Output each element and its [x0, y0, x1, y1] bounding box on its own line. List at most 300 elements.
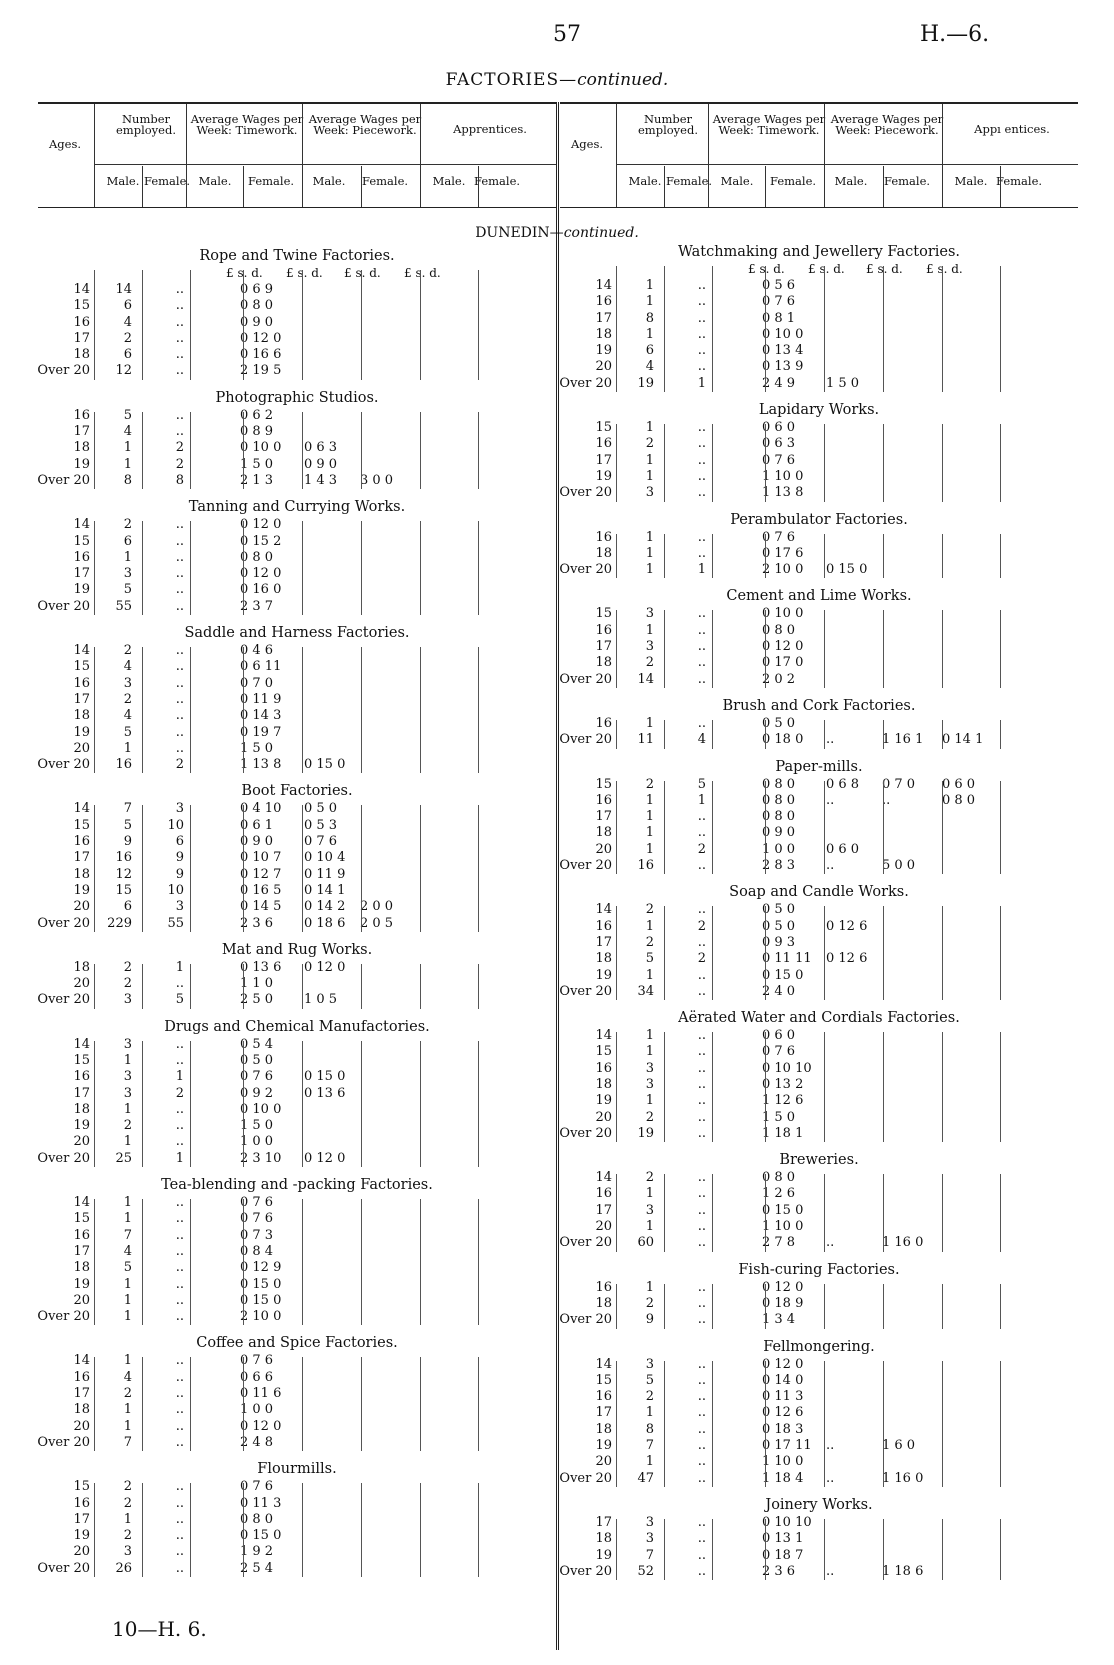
header-rule — [302, 104, 303, 207]
section-title: Perambulator Factories. — [730, 511, 908, 528]
female-count-cell: .. — [697, 606, 706, 622]
table-row — [38, 818, 556, 834]
table-row — [560, 825, 1078, 841]
table-row — [560, 1280, 1078, 1296]
table-row — [560, 1061, 1078, 1077]
female-count-cell: .. — [697, 278, 706, 293]
timework-male-cell: 2 5 0 — [240, 992, 274, 1008]
age-cell: Over 20 — [559, 1470, 612, 1486]
female-count-cell: .. — [697, 1125, 706, 1141]
currency-unit: £ s. d. — [344, 266, 381, 280]
male-count-cell: 5 — [645, 1372, 654, 1388]
table-row — [560, 1093, 1078, 1109]
age-cell: 17 — [595, 934, 612, 950]
age-cell: 14 — [595, 1170, 612, 1186]
table-row — [560, 1044, 1078, 1060]
age-cell: 16 — [595, 622, 612, 638]
header-rule — [94, 164, 556, 165]
page-number: 57 — [553, 22, 581, 47]
female-count-cell: 9 — [175, 866, 184, 882]
piecework-male-cell: 2 0 0 — [360, 899, 394, 915]
female-count-cell: 2 — [697, 951, 706, 967]
currency-units — [560, 262, 1078, 278]
table-row — [38, 976, 556, 992]
age-cell: Over 20 — [559, 1235, 612, 1251]
female-count-cell: .. — [697, 485, 706, 501]
table-row — [560, 469, 1078, 485]
male-count-cell: 2 — [123, 1386, 132, 1402]
age-cell: 14 — [73, 1353, 90, 1369]
timework-male-cell: 0 5 6 — [762, 278, 796, 293]
female-count-cell: .. — [175, 976, 184, 992]
column-header-right — [560, 102, 1078, 208]
female-count-cell: .. — [175, 1418, 184, 1434]
table-row — [560, 1296, 1078, 1312]
female-count-cell: .. — [697, 1076, 706, 1092]
male-count-cell: 4 — [123, 1243, 132, 1259]
piecework-female-cell: 0 14 1 — [942, 732, 984, 748]
male-count-cell: 60 — [637, 1235, 654, 1251]
industry-section — [38, 1175, 556, 1325]
timework-male-cell: 0 6 11 — [240, 659, 282, 675]
female-count-cell: .. — [175, 347, 184, 363]
female-count-cell: 1 — [175, 959, 184, 975]
male-count-cell: 2 — [123, 1479, 132, 1495]
age-cell: 16 — [595, 1389, 612, 1405]
female-count-cell: .. — [175, 314, 184, 330]
female-subheader: Female. — [995, 174, 1043, 188]
age-cell: 15 — [595, 606, 612, 622]
piecework-male-cell: 2 0 5 — [360, 915, 394, 931]
male-count-cell: 16 — [115, 850, 132, 866]
female-count-cell: .. — [697, 671, 706, 687]
table-row — [38, 725, 556, 741]
male-count-cell: 3 — [123, 992, 132, 1008]
male-count-cell: 1 — [123, 456, 132, 472]
female-count-cell: .. — [697, 1563, 706, 1579]
number-employed-header: Number employed. — [638, 112, 698, 137]
timework-male-cell: 0 9 2 — [240, 1085, 274, 1101]
female-count-cell: .. — [697, 1279, 706, 1295]
header-rule — [616, 104, 617, 207]
age-cell: 18 — [73, 440, 90, 456]
age-cell: 20 — [73, 1134, 90, 1150]
female-subheader: Female. — [769, 174, 817, 188]
male-count-cell: 1 — [645, 715, 654, 731]
age-cell: 14 — [595, 1028, 612, 1044]
female-count-cell: .. — [175, 1544, 184, 1560]
age-cell: 17 — [595, 1405, 612, 1421]
table-row — [38, 298, 556, 314]
male-count-cell: 2 — [645, 1170, 654, 1186]
industry-section — [560, 757, 1078, 875]
male-count-cell: 8 — [123, 472, 132, 488]
male-count-cell: 1 — [645, 294, 654, 310]
table-row — [38, 1528, 556, 1544]
female-count-cell: 55 — [167, 915, 184, 931]
section-title: Fish-curing Factories. — [738, 1261, 900, 1278]
timework-male-cell: 0 16 0 — [240, 582, 282, 598]
table-row — [560, 562, 1078, 578]
table-row — [560, 420, 1078, 436]
female-count-cell: .. — [175, 1276, 184, 1292]
timework-male-cell: 1 13 8 — [240, 757, 282, 773]
header-rule — [616, 164, 1078, 165]
female-count-cell: 1 — [175, 1069, 184, 1085]
female-count-cell: .. — [697, 310, 706, 326]
piecework-male-cell: 1 18 6 — [882, 1563, 924, 1579]
timework-male-cell: 0 10 10 — [762, 1060, 812, 1076]
female-count-cell: .. — [697, 902, 706, 918]
timework-male-cell: 0 9 0 — [240, 314, 274, 330]
age-cell: 19 — [595, 1093, 612, 1109]
male-count-cell: 9 — [123, 834, 132, 850]
age-cell: Over 20 — [559, 732, 612, 748]
timework-male-cell: 1 18 1 — [762, 1125, 804, 1141]
timework-male-cell: 0 13 2 — [762, 1076, 804, 1092]
male-count-cell: 2 — [645, 902, 654, 918]
age-cell: Over 20 — [559, 1563, 612, 1579]
timework-female-cell: 1 4 3 — [304, 472, 338, 488]
timework-male-cell: 0 19 7 — [240, 724, 282, 740]
table-row — [38, 1419, 556, 1435]
left-column — [38, 242, 556, 1585]
table-row — [560, 809, 1078, 825]
male-count-cell: 2 — [123, 1528, 132, 1544]
age-cell: Over 20 — [559, 983, 612, 999]
table-row — [38, 331, 556, 347]
timework-male-cell: 0 12 0 — [762, 639, 804, 655]
age-cell: 17 — [73, 691, 90, 707]
header-rule — [664, 166, 665, 207]
table-row — [560, 842, 1078, 858]
section-title: Saddle and Harness Factories. — [184, 625, 410, 642]
female-count-cell: 2 — [697, 918, 706, 934]
section-title: Brush and Cork Factories. — [722, 697, 916, 714]
age-cell: 16 — [73, 834, 90, 850]
timework-male-cell: 0 18 7 — [762, 1547, 804, 1563]
table-row — [38, 534, 556, 550]
female-count-cell: .. — [697, 983, 706, 999]
male-count-cell: 6 — [123, 298, 132, 314]
timework-male-cell: 2 5 4 — [240, 1560, 274, 1576]
table-row — [38, 1370, 556, 1386]
header-rule — [824, 104, 825, 207]
currency-units — [38, 266, 556, 282]
table-row — [38, 883, 556, 899]
section-title: Watchmaking and Jewellery Factories. — [677, 244, 961, 260]
age-cell: 16 — [73, 314, 90, 330]
currency-unit: £ s. d. — [286, 266, 323, 280]
header-rule — [765, 166, 766, 207]
timework-male-cell: 0 8 0 — [762, 776, 796, 792]
header-rule — [361, 166, 362, 207]
male-count-cell: 7 — [645, 1547, 654, 1563]
table-row — [38, 916, 556, 932]
age-cell: Over 20 — [37, 1309, 90, 1325]
age-cell: 16 — [595, 1279, 612, 1295]
age-cell: 17 — [73, 1085, 90, 1101]
female-count-cell: .. — [175, 1402, 184, 1418]
currency-unit: £ s. d. — [748, 262, 785, 276]
table-row — [560, 359, 1078, 375]
timework-female-cell: 0 11 9 — [304, 866, 346, 882]
timework-male-cell: 0 8 0 — [240, 298, 274, 314]
timework-male-cell: 1 0 0 — [240, 1134, 274, 1150]
table-row — [38, 457, 556, 473]
timework-female-cell: .. — [826, 1563, 835, 1579]
table-row — [38, 643, 556, 659]
table-row — [560, 1564, 1078, 1580]
female-count-cell: .. — [697, 1454, 706, 1470]
age-cell: 16 — [595, 1060, 612, 1076]
table-row — [38, 1134, 556, 1150]
industry-section — [560, 586, 1078, 687]
table-row — [560, 343, 1078, 359]
female-count-cell: .. — [175, 1260, 184, 1276]
male-count-cell: 1 — [645, 792, 654, 808]
timework-male-cell: 2 4 0 — [762, 983, 796, 999]
timework-male-cell: 0 12 0 — [762, 1356, 804, 1372]
male-count-cell: 229 — [107, 915, 132, 931]
age-cell: 19 — [73, 724, 90, 740]
timework-male-cell: 0 9 0 — [762, 825, 796, 841]
header-rule — [94, 104, 95, 207]
male-count-cell: 6 — [645, 343, 654, 359]
age-cell: 20 — [73, 1544, 90, 1560]
age-cell: 17 — [595, 639, 612, 655]
timework-male-cell: 1 2 6 — [762, 1186, 796, 1202]
female-count-cell: .. — [175, 1101, 184, 1117]
header-rule — [942, 104, 943, 207]
female-count-cell: .. — [697, 1470, 706, 1486]
male-count-cell: 1 — [645, 452, 654, 468]
timework-female-cell: 0 6 3 — [304, 440, 338, 456]
female-count-cell: .. — [697, 529, 706, 545]
timework-female-cell: 0 15 0 — [826, 562, 868, 578]
timework-male-cell: 0 8 0 — [240, 549, 274, 565]
table-row — [560, 858, 1078, 874]
table-row — [38, 1544, 556, 1560]
section-title: Fellmongering. — [763, 1338, 875, 1355]
female-count-cell: .. — [697, 420, 706, 436]
timework-male-cell: 0 17 11 — [762, 1438, 812, 1454]
age-cell: 16 — [595, 792, 612, 808]
male-count-cell: 1 — [645, 825, 654, 841]
female-count-cell: .. — [175, 363, 184, 379]
timework-female-cell: 0 15 0 — [304, 757, 346, 773]
male-count-cell: 15 — [115, 882, 132, 898]
piecework-male-cell: 5 0 0 — [882, 858, 916, 874]
timework-male-cell: 1 18 4 — [762, 1470, 804, 1486]
table-row — [38, 1386, 556, 1402]
table-row — [38, 659, 556, 675]
male-count-cell: 1 — [645, 841, 654, 857]
timework-male-cell: 0 6 1 — [240, 817, 274, 833]
female-count-cell: .. — [697, 1514, 706, 1530]
timework-male-cell: 0 18 9 — [762, 1295, 804, 1311]
timework-female-cell: 0 18 6 — [304, 915, 346, 931]
male-count-cell: 1 — [123, 549, 132, 565]
timework-male-cell: 2 10 0 — [240, 1309, 282, 1325]
timework-male-cell: 2 3 7 — [240, 598, 274, 614]
table-row — [38, 708, 556, 724]
industry-section — [560, 242, 1078, 392]
female-count-cell: .. — [697, 452, 706, 468]
age-cell: Over 20 — [37, 363, 90, 379]
age-cell: 18 — [73, 708, 90, 724]
male-count-cell: 1 — [123, 1052, 132, 1068]
age-cell: 19 — [595, 468, 612, 484]
female-count-cell: .. — [175, 1036, 184, 1052]
male-count-cell: 1 — [645, 278, 654, 293]
male-count-cell: 1 — [645, 1186, 654, 1202]
age-cell: 16 — [595, 715, 612, 731]
header-rule — [883, 166, 884, 207]
timework-male-cell: 2 1 3 — [240, 472, 274, 488]
table-row — [560, 606, 1078, 622]
female-count-cell: .. — [697, 1372, 706, 1388]
age-cell: 17 — [595, 310, 612, 326]
section-title: Lapidary Works. — [758, 402, 880, 419]
age-cell: 20 — [73, 740, 90, 756]
piecework-header: Average Wages per Week: Piecework. — [830, 112, 944, 137]
male-count-cell: 26 — [115, 1560, 132, 1576]
timework-male-cell: 1 10 0 — [762, 1219, 804, 1235]
female-count-cell: .. — [175, 598, 184, 614]
page-title: FACTORIES—continued. — [445, 70, 669, 90]
male-count-cell: 1 — [123, 1134, 132, 1150]
page-footer: 10—H. 6. — [112, 1617, 207, 1641]
age-cell: 14 — [595, 1356, 612, 1372]
female-count-cell: .. — [175, 1386, 184, 1402]
age-cell: 17 — [73, 424, 90, 440]
age-cell: 17 — [595, 1202, 612, 1218]
male-subheader: Male. — [106, 174, 140, 188]
table-row — [38, 1102, 556, 1118]
male-count-cell: 1 — [645, 1219, 654, 1235]
timework-male-cell: 2 10 0 — [762, 562, 804, 578]
age-cell: 20 — [595, 359, 612, 375]
male-count-cell: 6 — [123, 899, 132, 915]
timework-male-cell: 0 13 1 — [762, 1531, 804, 1547]
age-cell: 17 — [595, 809, 612, 825]
timework-male-cell: 0 7 6 — [240, 1195, 274, 1211]
age-cell: 17 — [73, 330, 90, 346]
age-cell: 16 — [595, 294, 612, 310]
piecework-male-cell: 0 7 0 — [882, 776, 916, 792]
table-row — [560, 716, 1078, 732]
female-count-cell: .. — [175, 1292, 184, 1308]
female-count-cell: .. — [697, 1219, 706, 1235]
section-title: Paper-mills. — [775, 758, 863, 775]
female-count-cell: .. — [175, 724, 184, 740]
female-count-cell: .. — [697, 1438, 706, 1454]
female-subheader: Female. — [665, 174, 713, 188]
male-count-cell: 6 — [123, 347, 132, 363]
table-row — [560, 623, 1078, 639]
age-cell: 16 — [595, 1186, 612, 1202]
table-row — [560, 1405, 1078, 1421]
female-count-cell: .. — [175, 691, 184, 707]
timework-female-cell: 0 12 6 — [826, 918, 868, 934]
age-cell: Over 20 — [37, 915, 90, 931]
table-row — [38, 1151, 556, 1167]
female-count-cell: .. — [697, 294, 706, 310]
industry-section — [38, 623, 556, 773]
female-count-cell: .. — [697, 1028, 706, 1044]
timework-male-cell: 0 10 0 — [762, 326, 804, 342]
timework-female-cell: 0 5 0 — [304, 801, 338, 817]
timework-male-cell: 0 6 0 — [762, 1028, 796, 1044]
age-cell: 16 — [73, 549, 90, 565]
male-count-cell: 1 — [123, 1211, 132, 1227]
female-count-cell: 2 — [175, 757, 184, 773]
female-count-cell: .. — [175, 1243, 184, 1259]
male-count-cell: 5 — [123, 817, 132, 833]
timework-male-cell: 0 15 0 — [240, 1292, 282, 1308]
age-cell: 18 — [73, 1101, 90, 1117]
male-count-cell: 7 — [123, 1227, 132, 1243]
age-cell: Over 20 — [559, 375, 612, 391]
male-count-cell: 3 — [123, 566, 132, 582]
industry-section — [38, 388, 556, 489]
timework-male-cell: 0 11 3 — [762, 1389, 804, 1405]
table-row — [38, 1402, 556, 1418]
timework-female-cell: 0 12 0 — [304, 1150, 346, 1166]
female-count-cell: .. — [175, 1211, 184, 1227]
industry-section — [38, 940, 556, 1009]
age-cell: 20 — [595, 1109, 612, 1125]
male-count-cell: 3 — [645, 1076, 654, 1092]
table-row — [38, 899, 556, 915]
table-row — [560, 436, 1078, 452]
timework-male-cell: 0 7 6 — [762, 529, 796, 545]
table-row — [560, 1422, 1078, 1438]
timework-male-cell: 0 7 6 — [240, 1069, 274, 1085]
age-cell: Over 20 — [559, 671, 612, 687]
age-cell: 15 — [595, 776, 612, 792]
age-cell: 14 — [73, 1195, 90, 1211]
table-row — [38, 676, 556, 692]
male-count-cell: 2 — [645, 436, 654, 452]
timework-female-cell: 0 6 8 — [826, 776, 860, 792]
timework-male-cell: 0 17 6 — [762, 545, 804, 561]
timework-male-cell: 0 7 6 — [762, 1044, 796, 1060]
age-cell: 16 — [73, 675, 90, 691]
female-count-cell: 4 — [697, 732, 706, 748]
timework-female-cell: 0 9 0 — [304, 456, 338, 472]
industry-section — [560, 1150, 1078, 1251]
right-column — [560, 238, 1078, 1588]
age-cell: 18 — [595, 951, 612, 967]
female-count-cell: 8 — [175, 472, 184, 488]
currency-unit: £ s. d. — [926, 262, 963, 276]
table-row — [38, 599, 556, 615]
age-cell: 20 — [595, 1454, 612, 1470]
male-count-cell: 4 — [123, 1369, 132, 1385]
age-cell: 16 — [595, 436, 612, 452]
section-title: Boot Factories. — [241, 783, 353, 800]
male-count-cell: 1 — [123, 1418, 132, 1434]
female-count-cell: .. — [697, 639, 706, 655]
female-count-cell: .. — [175, 517, 184, 533]
timework-male-cell: 0 10 0 — [240, 440, 282, 456]
male-count-cell: 1 — [645, 562, 654, 578]
male-count-cell: 34 — [637, 983, 654, 999]
table-row — [38, 1479, 556, 1495]
female-count-cell: .. — [697, 1235, 706, 1251]
